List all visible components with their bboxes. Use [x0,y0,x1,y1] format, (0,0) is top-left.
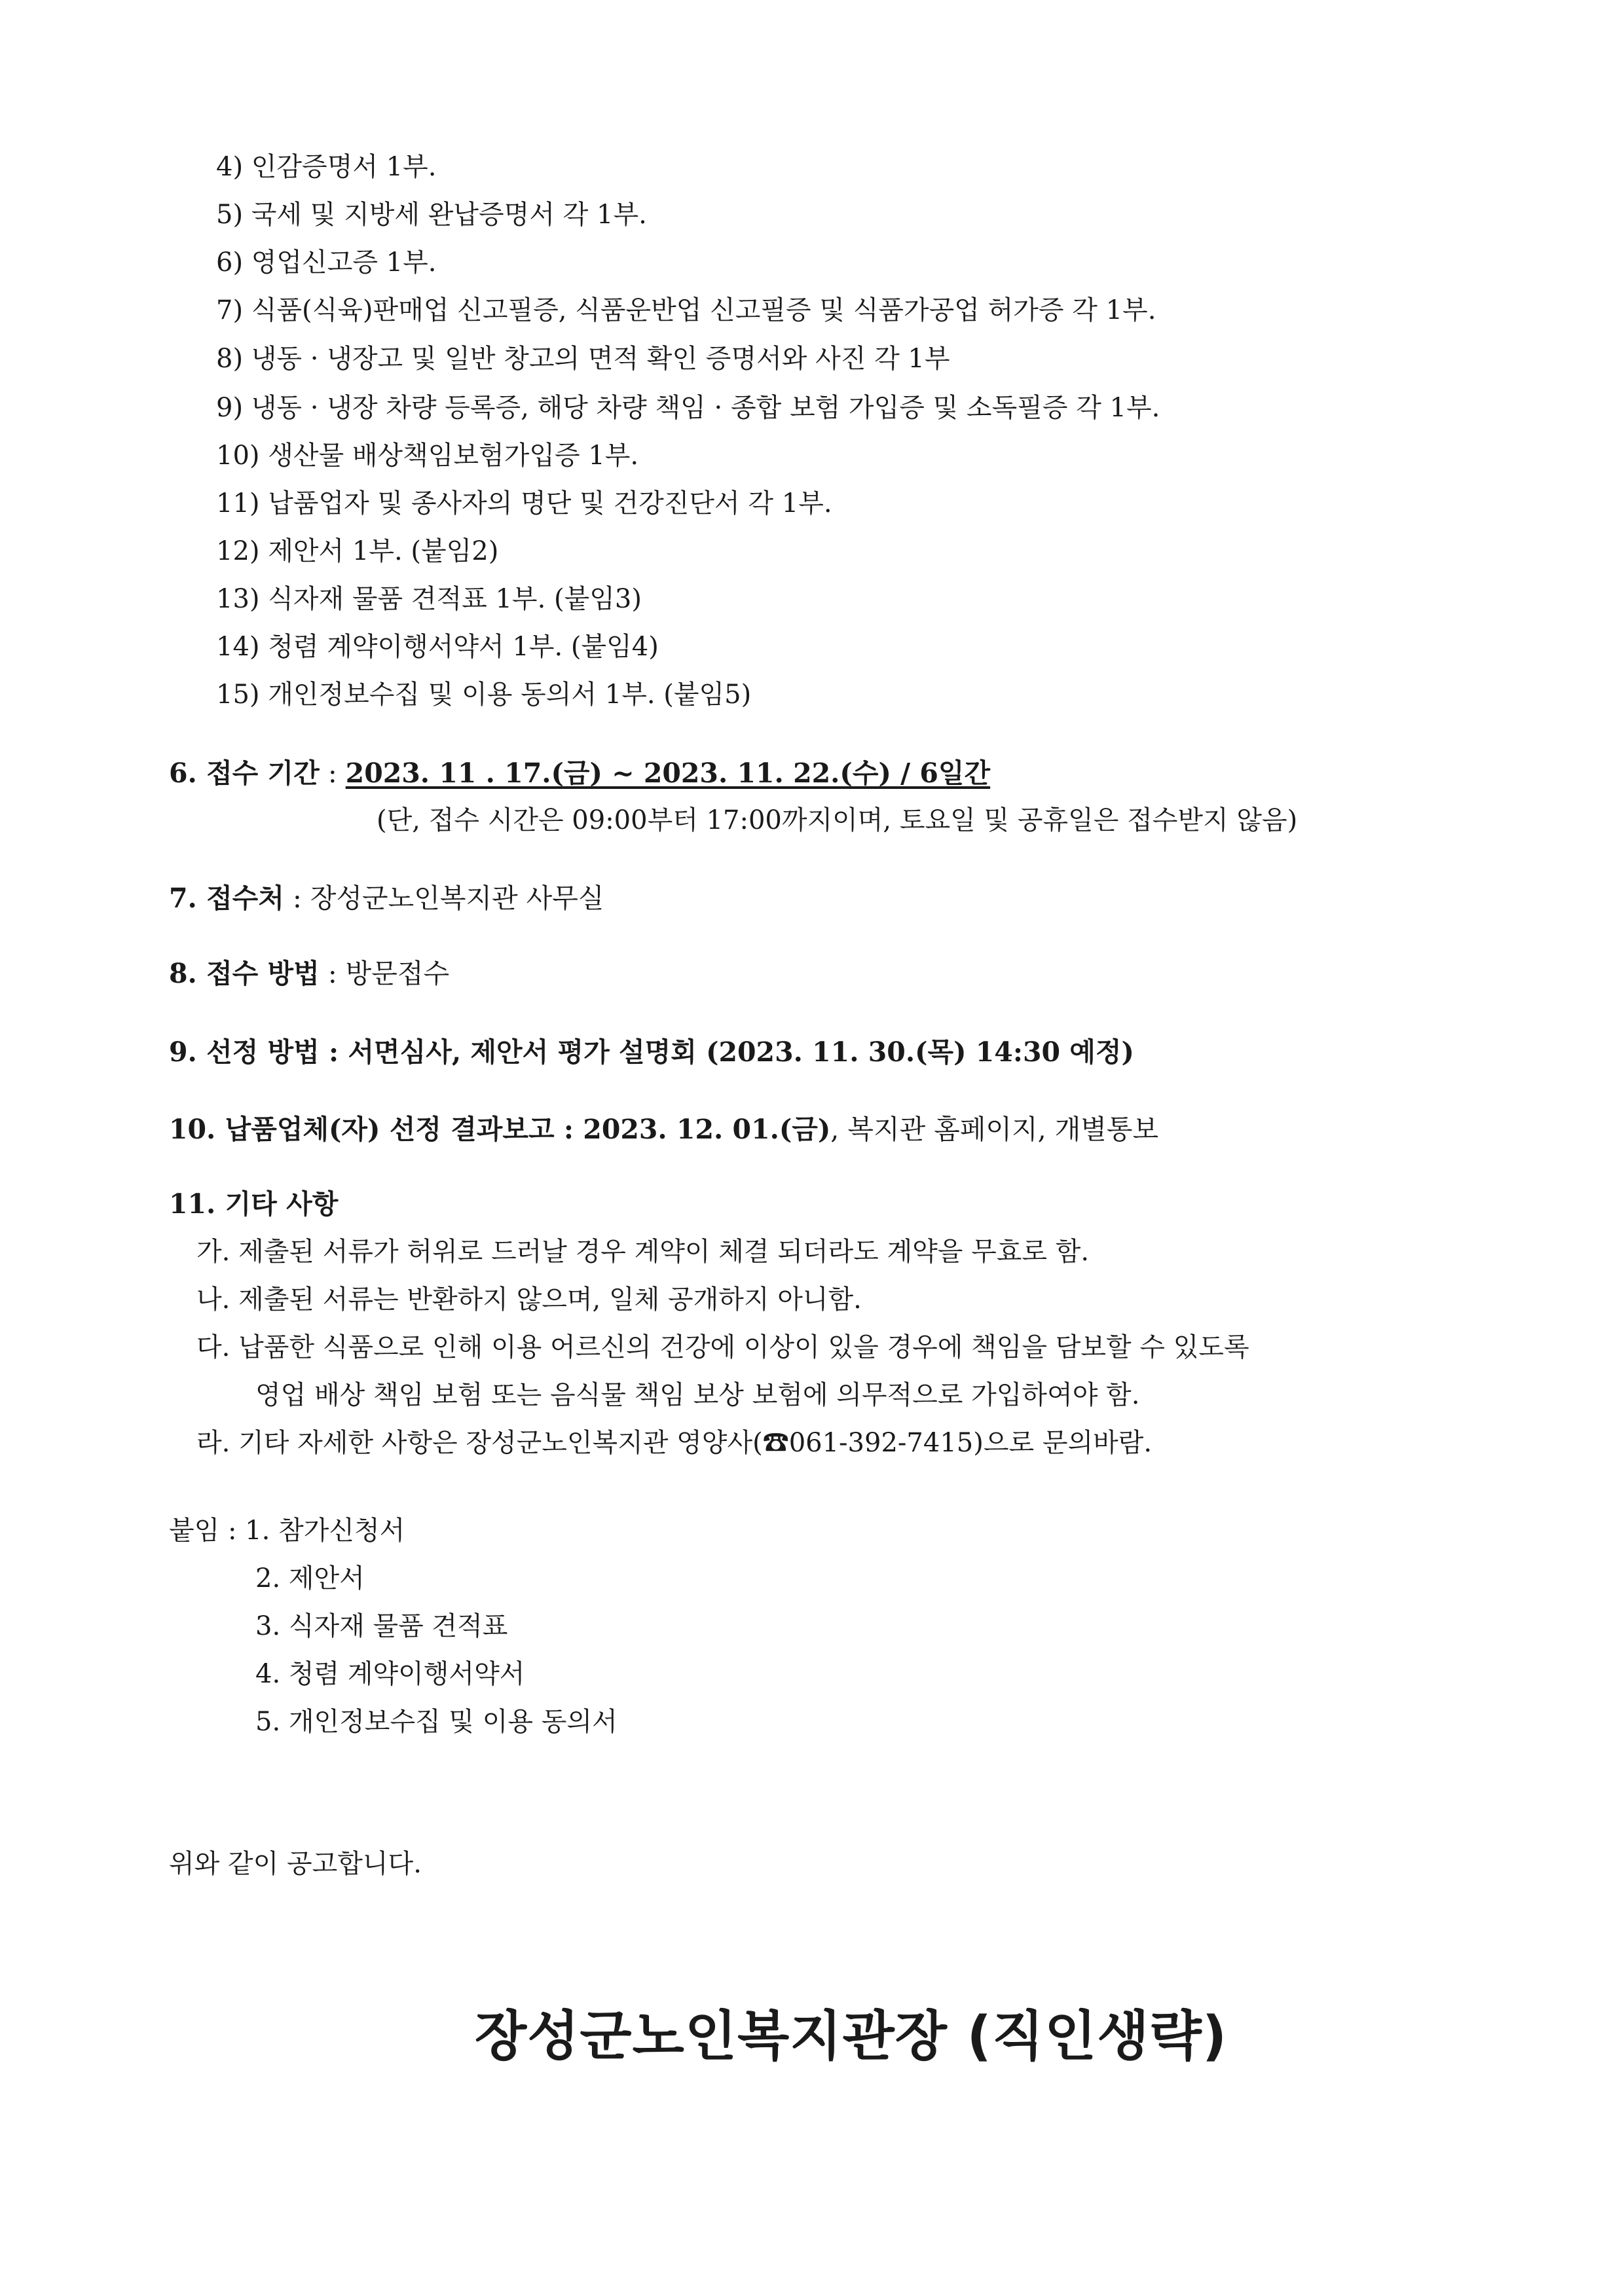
other-matters-item-continued: 영업 배상 책임 보험 또는 음식물 책임 보상 보험에 의무적으로 가입하여야 함. [255,1380,1140,1410]
signature-block: 장성군노인복지관장 (직인생략) [475,2005,1228,2068]
requirement-item: 4) 인감증명서 1부. [216,152,437,182]
reception-period-value: 2023. 11 . 17.(금) ~ 2023. 11. 22.(수) / 6일간 [345,757,991,789]
requirement-item: 15) 개인정보수집 및 이용 동의서 1부. (붙임5) [216,680,752,710]
other-matters-item: 다. 납품한 식품으로 인해 이용 어르신의 건강에 이상이 있을 경우에 책임을 담보할 수 있도록 [196,1332,1249,1362]
requirement-item: 14) 청렴 계약이행서약서 1부. (붙임4) [216,632,659,662]
requirement-item: 6) 영업신고증 1부. [216,247,437,278]
attachment-item: 5. 개인정보수집 및 이용 동의서 [255,1707,618,1737]
section-reception-period [169,756,990,791]
attachment-item: 3. 식자재 물품 견적표 [255,1611,508,1641]
requirement-item: 9) 냉동 · 냉장 차량 등록증, 해당 차량 책임 · 종합 보험 가입증 및 소독필증 각 1부. [216,393,1160,423]
section-reception-method [169,956,449,991]
section-heading: 6. 접수 기간 [169,757,320,789]
reception-time-note: (단, 접수 시간은 09:00부터 17:00까지이며, 토요일 및 공휴일은 접수받지 않음) [377,805,1298,835]
requirement-item: 8) 냉동 · 냉장고 및 일반 창고의 면적 확인 증명서와 사진 각 1부 [216,344,950,374]
other-matters-item: 가. 제출된 서류가 허위로 드러날 경우 계약이 체결 되더라도 계약을 무효로 함. [196,1237,1090,1267]
requirement-item: 12) 제안서 1부. (붙임2) [216,536,499,566]
other-matters-item: 라. 기타 자세한 사항은 장성군노인복지관 영양사(☎061-392-7415)으로 문의바람. [196,1428,1153,1458]
separator: : [319,958,346,989]
attachment-item: 2. 제안서 [255,1563,365,1594]
separator: : [319,757,346,789]
requirement-item: 7) 식품(식육)판매업 신고필증, 식품운반업 신고필증 및 식품가공업 허가증 각 1부. [216,295,1156,325]
attachments-label: 붙임 : 1. 참가신청서 [169,1516,405,1546]
requirement-item: 11) 납품업자 및 종사자의 명단 및 건강진단서 각 1부. [216,488,832,519]
closing-statement: 위와 같이 공고합니다. [169,1849,422,1879]
section-heading: 7. 접수처 [169,883,284,914]
other-matters-item: 나. 제출된 서류는 반환하지 않으며, 일체 공개하지 아니함. [196,1285,862,1315]
section-heading: 10. 납품업체(자) 선정 결과보고 : 2023. 12. 01.(금) [169,1114,831,1145]
section-selection-method: 9. 선정 방법 : 서면심사, 제안서 평가 설명회 (2023. 11. 30.(목) 14:30 예정) [169,1036,1134,1068]
requirement-item: 10) 생산물 배상책임보험가입증 1부. [216,441,639,471]
section-result-report [169,1112,1158,1147]
requirement-item: 13) 식자재 물품 견적표 1부. (붙임3) [216,584,642,614]
section-other-matters: 11. 기타 사항 [169,1188,339,1220]
section-reception-place [169,881,604,916]
reception-method-value: 방문접수 [345,958,450,989]
reception-place-value: 장성군노인복지관 사무실 [310,883,604,914]
attachment-item: 4. 청렴 계약이행서약서 [255,1659,525,1689]
result-report-value: , 복지관 홈페이지, 개별통보 [830,1114,1159,1145]
separator: : [284,883,310,914]
requirement-item: 5) 국세 및 지방세 완납증명서 각 1부. [216,200,647,230]
section-heading: 8. 접수 방법 [169,958,320,989]
